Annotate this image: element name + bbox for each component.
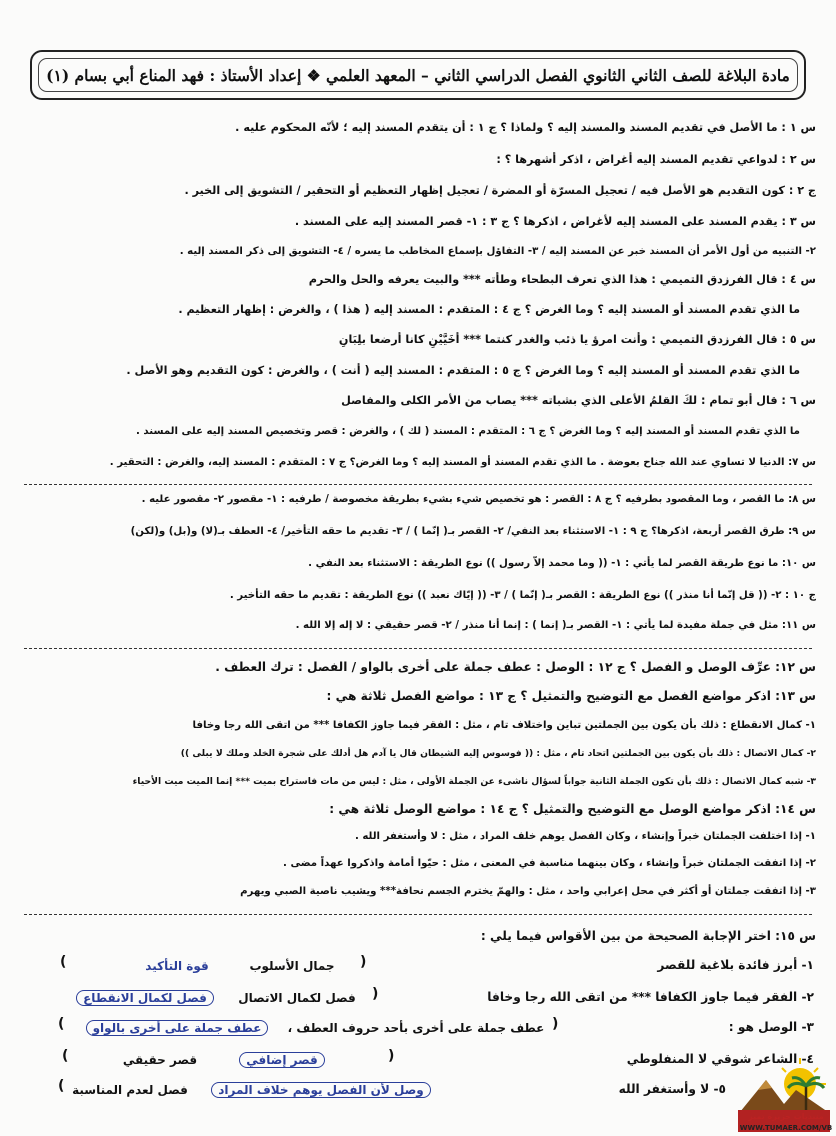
q7-line: س ٧: الدنيا لا تساوي عند الله جناح بعوضة . ما الذي تقدم المسند أو المسند إليه ؟ وما الغرض؟ ج ٧ : المتقدم : المسند إليه، والغرض : التحقير .: [109, 457, 816, 468]
mcq-3-question: ٣- الوصل هو :: [728, 1020, 814, 1034]
mcq-5-option-a[interactable]: وصل لأن الفصل يوهم خلاف المراد: [211, 1082, 430, 1098]
mcq-1-paren-close: ): [60, 954, 67, 970]
a2-line: ج ٢ : كون التقديم هو الأصل فيه / تعجيل المسرّة أو المضرة / تعجيل إظهار التعظيم أو التحقير / التشويق إلى الخير .: [184, 184, 816, 197]
mcq-3-option-b-wrap: [72, 1018, 282, 1038]
mcq-4-option-a[interactable]: قصر إضافي: [239, 1052, 325, 1068]
q5-line: س ٥ : قال الفرزدق التميمي : وأنت امرؤ يا ذئب والغدر كنتما *** أُخَيَّيْنِ كانا أُرضعا بلِبَانِ: [338, 333, 816, 346]
q12-line: س ١٢: عرِّف الوصل و الفصل ؟ ج ١٢ : الوصل : عطف جملة على أخرى بالواو / الفصل : ترك العطف .: [215, 660, 816, 674]
mcq-1-option-b[interactable]: قوة التأكيد: [145, 959, 209, 973]
section-divider-3: [24, 914, 812, 915]
mcq-1-option-a[interactable]: جمال الأسلوب: [249, 959, 335, 973]
a6-line: ما الذي تقدم المسند أو المسند إليه ؟ وما الغرض ؟ ج ٦ : المتقدم : المسند ( لك ) ، والغرض : قصر وتخصيص المسند إليه على المسند .: [136, 426, 800, 437]
fasl-item-1: ١- كمال الانقطاع : ذلك بأن يكون بين الجملتين تباين واختلاف تام ، مثل : الفقر فيما جاوز الكفافا *** من اتقى الله رجا وخافا: [192, 720, 816, 731]
mcq-4-question: ٤- الشاعر شوقي لا المنفلوطي: [626, 1052, 814, 1066]
site-logo-text: منتديات جزيرة تمير: [748, 1112, 824, 1121]
site-logo-url: WWW.TUMAER.COM/VB: [739, 1124, 833, 1132]
a10-line: ج ١٠ : ٢- (( قل إنّما أنا منذر )) نوع الطريقة : القصر بـ( إنّما ) / ٣- (( إيّاك نعبد )) نوع الطريقة : تقديم ما حقه التأخير .: [229, 590, 816, 601]
q2-line: س ٢ : لدواعي تقديم المسند إليه أغراض ، اذكر أشهرها ؟ :: [496, 153, 816, 166]
q6-line: س ٦ : قال أبو تمام : لكَ القلمُ الأعلى الذي بشباته *** يصاب من الأمر الكلى والمفاصل: [341, 394, 816, 407]
q13-line: س ١٣: اذكر مواضع الفصل مع التوضيح والتمثيل ؟ ج ١٣ : مواضع الفصل ثلاثة هي :: [326, 689, 816, 703]
q4-line: س ٤ : قال الفرزدق التميمي : هذا الذي تعرف البطحاء وطأته *** والبيت يعرفه والحل والحرم: [308, 273, 816, 286]
q11-line: س ١١: مثل في جملة مفيدة لما يأتي : ١- القصر بـ( إنما ) : إنما أنا منذر / ٢- قصر حقيقي : لا إله إلا الله .: [295, 620, 816, 631]
mcq-5-question: ٥- لا وأستغفر الله: [618, 1082, 726, 1096]
mcq-3-option-b[interactable]: عطف جملة على أخرى بالواو: [86, 1020, 269, 1036]
q14-line: س ١٤: اذكر مواضع الوصل مع التوضيح والتمثيل ؟ ج ١٤ : مواضع الوصل ثلاثة هي :: [329, 802, 816, 816]
mcq-1-paren-open: (: [360, 954, 367, 970]
section-divider-1: [24, 484, 812, 485]
mcq-1-question: ١- أبرز فائدة بلاغية للقصر: [657, 958, 814, 972]
mcq-3-paren-open: (: [552, 1016, 559, 1032]
fasl-item-3: ٣- شبه كمال الاتصال : ذلك بأن تكون الجملة الثانية جواباً لسؤال ناشىء عن الجملة الأولى ، مثل : ليس من مات فاستراح بميت *** إنما الميت ميت الأحياء: [132, 776, 816, 787]
wasl-item-3: ٣- إذا اتفقت جملتان أو أكثر في محل إعرابي واحد ، مثل : والهمّ يخترم الجسم نحافة*** ويشيب ناصية الصبي ويهرم: [240, 886, 816, 897]
mcq-5-option-a-wrap: [196, 1080, 446, 1100]
fasl-item-2: ٢- كمال الاتصال : ذلك بأن يكون بين الجملتين اتحاد تام ، مثل : (( فوسوس إليه الشيطان قال يا آدم هل أدلك على شجرة الخلد وملك لا يبلى )): [180, 748, 816, 759]
q9-line: س ٩: طرق القصر أربعة، اذكرها؟ ج ٩ : ١- الاستثناء بعد النفي/ ٢- القصر بـ( إنّما ) / ٣- تقديم ما حقه التأخير/ ٤- العطف بـ(لا) و(بل) و(لكن): [130, 526, 816, 537]
q3-line: س ٣ : يقدم المسند على المسند إليه لأغراض ، اذكرها ؟ ج ٣ : ١- قصر المسند إليه على المسند .: [294, 215, 816, 228]
mcq-2-paren-open: (: [372, 986, 379, 1002]
mcq-5-option-b[interactable]: فصل لعدم المناسبة: [72, 1083, 188, 1097]
mcq-2-option-b-wrap: [70, 988, 220, 1008]
wasl-item-1: ١- إذا اختلفت الجملتان خبراً وإنشاء ، وكان الفصل يوهم خلف المراد ، مثل : لا وأستغفر الله .: [354, 831, 816, 842]
q8-line: س ٨: ما القصر ، وما المقصود بطرفيه ؟ ج ٨ : القصر : هو تخصيص شيء بشيء بطريقة مخصوصة / طرفيه : ١- مقصور ٢- مقصور عليه .: [141, 494, 816, 505]
mcq-4-option-a-wrap: [222, 1050, 342, 1070]
a4-line: ما الذي تقدم المسند أو المسند إليه ؟ وما الغرض ؟ ج ٤ : المتقدم : المسند إليه ( هذا ) ، والغرض : إظهار التعظيم .: [178, 303, 800, 316]
a5-line: ما الذي تقدم المسند أو المسند إليه ؟ وما الغرض ؟ ج ٥ : المتقدم : المسند إليه ( أنت ) ، والغرض : كون التقديم وهو الأصل .: [126, 364, 800, 377]
wasl-item-2: ٢- إذا اتفقت الجملتان خبراً وإنشاء ، وكان بينهما مناسبة في المعنى ، مثل : حيّوا أمامة واذكروا عهداً مضى .: [283, 858, 816, 869]
mcq-4-paren-open: (: [388, 1048, 395, 1064]
q1-line: س ١ : ما الأصل في تقديم المسند والمسند إليه ؟ ولماذا ؟ ج ١ : أن يتقدم المسند إليه ؛ لأنّه المحكوم عليه .: [235, 121, 816, 134]
q10-line: س ١٠: ما نوع طريقة القصر لما يأتي : ١- (( وما محمد إلاّ رسول )) نوع الطريقة : الاستثناء بعد النفي .: [308, 558, 816, 569]
mcq-4-option-b[interactable]: قصر حقيقي: [122, 1053, 198, 1067]
section-divider-2: [24, 648, 812, 649]
mcq-4-paren-close: ): [62, 1048, 69, 1064]
mcq-3-paren-close: ): [58, 1016, 65, 1032]
q15-title: س ١٥: اختر الإجابة الصحيحة من بين الأقواس فيما يلي :: [480, 929, 816, 943]
a3-line: ٢- التنبيه من أول الأمر أن المسند خبر عن المسند إليه / ٣- التفاؤل بإسماع المخاطب ما يسره / ٤- التشويق إلى ذكر المسند إليه .: [179, 246, 816, 257]
header-title: مادة البلاغة للصف الثاني الثانوي الفصل الدراسي الثاني – المعهد العلمي ❖ إعداد الأستاذ : فهد المناع أبي بسام (١): [46, 65, 790, 85]
page-header: [30, 50, 806, 100]
mcq-2-question: ٢- الفقر فيما جاوز الكفافا *** من اتقى الله رجا وخافا: [487, 990, 814, 1004]
mcq-2-option-a[interactable]: فصل لكمال الاتصال: [238, 991, 356, 1005]
mcq-5-paren-close: ): [58, 1078, 65, 1094]
mcq-2-option-b[interactable]: فصل لكمال الانقطاع: [76, 990, 214, 1006]
mcq-3-option-a[interactable]: عطف جملة على أخرى بأحد حروف العطف ،: [287, 1021, 545, 1035]
